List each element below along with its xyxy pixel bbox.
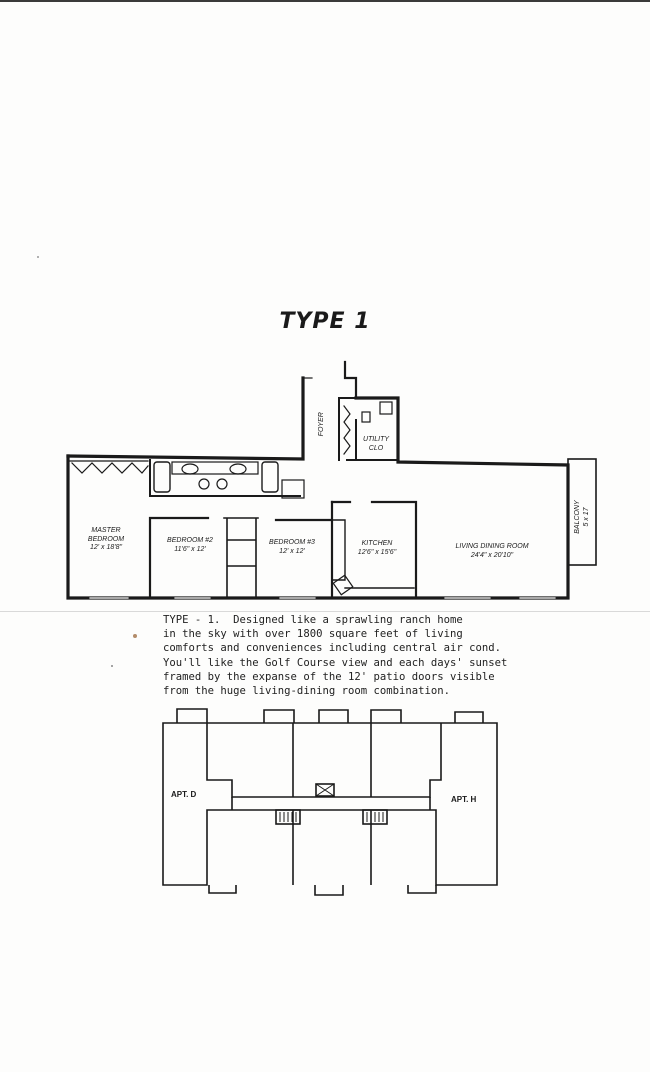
living-dining-size: 24'4" x 20'10" bbox=[470, 551, 514, 559]
utility-name2: CLO bbox=[368, 444, 384, 452]
utility-fixture-2 bbox=[362, 412, 370, 422]
paper-speck bbox=[37, 256, 39, 258]
wall-bed2 bbox=[150, 518, 208, 598]
utility-label bbox=[357, 436, 395, 453]
kitchen-label bbox=[346, 540, 408, 557]
page-title: TYPE 1 bbox=[279, 309, 371, 334]
balcony-label bbox=[573, 483, 591, 551]
toilet-1 bbox=[199, 479, 209, 489]
living-dining-label bbox=[436, 543, 548, 560]
description-line-1: TYPE - 1. Designed like a sprawling ranch home bbox=[163, 614, 463, 626]
bedroom2-name: BEDROOM #2 bbox=[167, 537, 213, 544]
site-plan bbox=[163, 709, 497, 895]
site-dividers bbox=[293, 723, 371, 885]
kitchen-appliance bbox=[333, 575, 352, 594]
master-closet bbox=[72, 463, 148, 473]
bedroom2-label bbox=[155, 537, 225, 554]
master-bedroom-label bbox=[82, 527, 130, 553]
balcony-size: 5 x 17 bbox=[583, 507, 590, 527]
site-inner bbox=[207, 723, 441, 797]
master-bedroom-name: MASTER bbox=[91, 527, 121, 534]
paper-speck bbox=[111, 665, 113, 667]
kitchen-size: 12'6" x 15'6" bbox=[357, 548, 397, 556]
wall-bed2-closet bbox=[224, 518, 258, 598]
apt-h-label: APT. H bbox=[451, 795, 477, 804]
bedroom3-name: BEDROOM #3 bbox=[269, 539, 315, 546]
bathtub-2 bbox=[262, 462, 278, 492]
foyer-label: FOYER bbox=[317, 412, 325, 437]
paper-speck bbox=[133, 634, 137, 638]
outer-wall-top-left bbox=[68, 378, 303, 459]
description-line-4: You'll like the Golf Course view and each days' sunset bbox=[163, 656, 508, 669]
description-line-6: from the huge living-dining room combination. bbox=[163, 685, 451, 698]
foyer-closet bbox=[344, 406, 350, 454]
bedroom2-size: 11'6" x 12' bbox=[174, 545, 206, 553]
bedroom3-size: 12' x 12' bbox=[279, 547, 305, 555]
utility-fixture bbox=[380, 402, 392, 414]
description-line-2: in the sky with over 1800 square feet of living bbox=[163, 628, 463, 641]
master-bedroom-size: 12' x 18'8" bbox=[89, 544, 122, 551]
kitchen-name: KITCHEN bbox=[361, 540, 393, 547]
apt-d-label: APT. D bbox=[171, 790, 197, 799]
sink-2 bbox=[230, 464, 246, 474]
description-text bbox=[163, 613, 643, 698]
master-bedroom-name2: BEDROOM bbox=[87, 535, 125, 543]
site-walkway bbox=[232, 797, 430, 810]
foyer-entry bbox=[345, 362, 356, 398]
site-tabs-top bbox=[177, 709, 483, 723]
site-tabs-bottom bbox=[209, 885, 436, 895]
bedroom3-label bbox=[260, 539, 324, 556]
site-outline bbox=[163, 723, 497, 885]
bathtub-1 bbox=[154, 462, 170, 492]
balcony-name: BALCONY bbox=[574, 500, 581, 534]
sink-1 bbox=[182, 464, 198, 474]
description-line-3: comforts and conveniences including central air cond. bbox=[163, 642, 502, 655]
site-elevator-x bbox=[316, 784, 334, 796]
site-stair-lines bbox=[280, 812, 383, 822]
living-dining-name: LIVING DINING ROOM bbox=[455, 543, 529, 550]
description-line-5: framed by the expanse of the 12' patio doors visible bbox=[163, 670, 495, 683]
toilet-2 bbox=[217, 479, 227, 489]
utility-name: UTILITY bbox=[362, 436, 390, 443]
